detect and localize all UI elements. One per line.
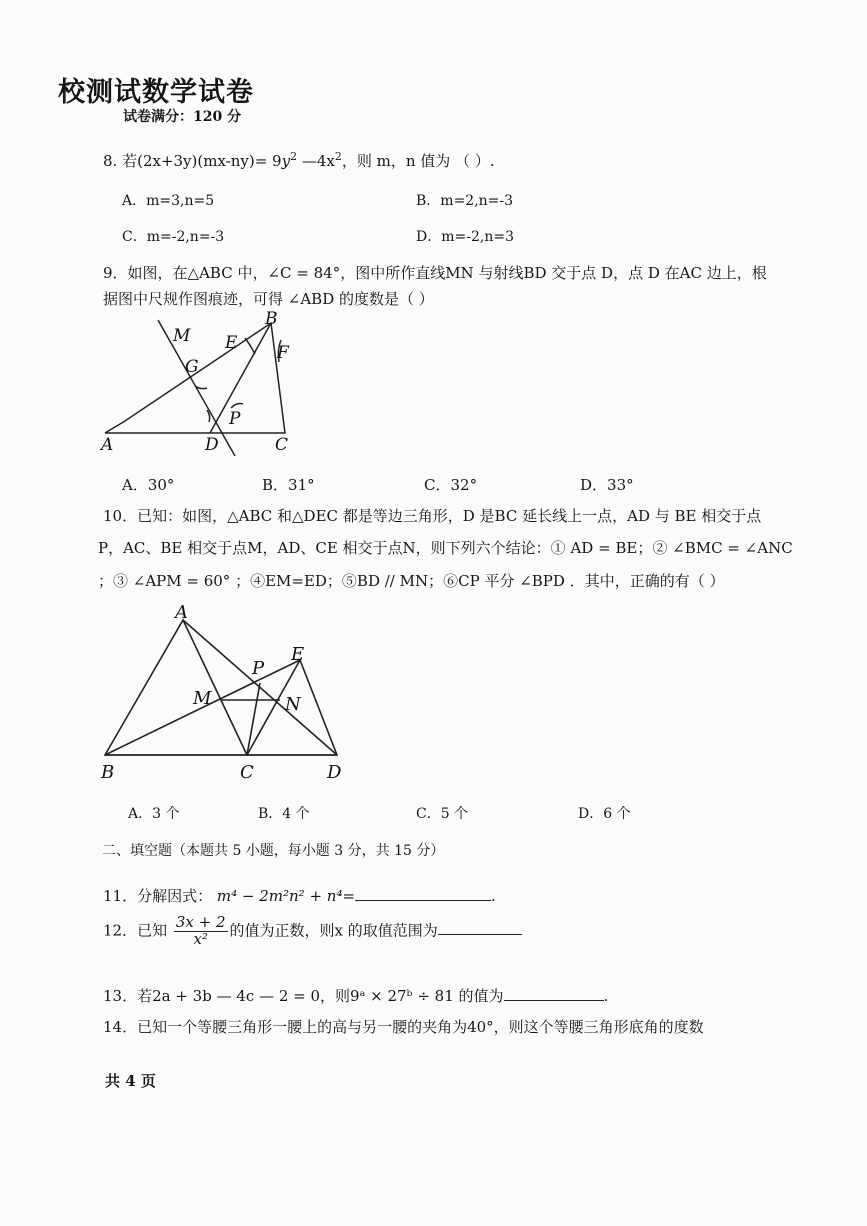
question-stem: 若$(2x+3y)(mx-ny)= 9y^2$ $—4x^2$，则 m，n 值为 （ ）.: [122, 150, 495, 170]
q8-option-b: B．m=2,n=-3: [416, 193, 514, 209]
q10-option-d: D．6 个: [578, 806, 631, 822]
answer-blank: [438, 920, 522, 935]
label-p: P: [229, 409, 241, 429]
page-count: 共 4 页: [105, 1072, 156, 1090]
question-10-line-3: ；③ ∠APM = 60° ；④EM=ED；⑤BD // MN；⑥CP 平分 ∠BPD ．其中，正确的有（ ）: [98, 572, 725, 590]
label-d: D: [205, 435, 219, 455]
question-stem: 已知：如图，△ABC 和△DEC 都是等边三角形，D 是BC 延长线上一点，AD 与 BE 相交于点: [137, 507, 762, 525]
q10-option-c: C．5 个: [416, 806, 469, 822]
q9-option-c: C．32°: [424, 476, 478, 494]
label-m: M: [193, 688, 212, 709]
label-g: G: [185, 357, 199, 377]
label-p: P: [252, 658, 265, 679]
question-number: 12．: [103, 921, 138, 940]
question-14: 14．已知一个等腰三角形一腰上的高与另一腰的夹角为40°，则这个等腰三角形底角的度数: [103, 1018, 704, 1036]
q10-figure: [95, 600, 355, 785]
label-b: B: [101, 762, 115, 783]
label-n: N: [285, 694, 301, 715]
exam-title: 校测试数学试卷: [58, 77, 254, 108]
expression: m⁴ − 2m²n² + n⁴=: [216, 887, 356, 905]
label-b: B: [265, 309, 278, 329]
q9-figure: [95, 308, 315, 458]
question-8: [103, 150, 495, 171]
ray-bd: [210, 323, 271, 433]
question-number: 11．: [103, 887, 138, 905]
question-13: 13．若2a + 3b — 4c — 2 = 0，则9ᵃ × 27ᵇ ÷ 81 的值为 .: [103, 987, 609, 1005]
question-9-line-1: [103, 262, 767, 283]
label-a: A: [175, 602, 188, 623]
label-e: E: [291, 644, 305, 665]
triangle-abc: [105, 620, 247, 755]
q9-option-a: A．30°: [122, 476, 175, 494]
label-d: D: [327, 762, 342, 783]
question-number: 13．: [103, 987, 138, 1005]
triangle-abc: [105, 323, 285, 433]
question-10-line-2: P，AC、BE 相交于点M，AD、CE 相交于点N，则下列六个结论：① AD = BE；② ∠BMC = ∠ANC: [98, 539, 793, 557]
arc-p: [231, 404, 243, 409]
question-11: 11．分解因式： m⁴ − 2m²n² + n⁴= .: [103, 887, 496, 905]
question-stem: 如图，在△ABC 中，∠C = 84°，图中所作直线MN 与射线BD 交于点 D，点 D 在AC 边上，根: [127, 264, 767, 282]
q9-option-b: B．31°: [262, 476, 315, 494]
label-c: C: [275, 435, 289, 455]
label-c: C: [240, 762, 254, 783]
label-f: F: [277, 343, 289, 363]
question-number: 14．: [103, 1018, 138, 1036]
fraction: $\frac{3x + 2}{\text{x²}}$: [175, 913, 226, 948]
q8-option-a: A．m=3,n=5: [122, 193, 215, 209]
q8-option-c: C．m=-2,n=-3: [122, 229, 225, 245]
question-10-line-1: [103, 505, 761, 526]
label-a: A: [101, 435, 114, 455]
label-m: M: [173, 326, 191, 346]
question-number: 10．: [103, 507, 138, 525]
question-9-line-2: 据图中尺规作图痕迹，可得 ∠ABD 的度数是（ ）: [103, 290, 434, 308]
line-mn: [158, 320, 235, 456]
q9-option-d: D．33°: [580, 476, 634, 494]
exam-score: 试卷满分：120 分: [123, 109, 242, 125]
answer-blank: [504, 986, 604, 1001]
label-e: E: [225, 333, 238, 353]
question-12: 12．已知 $\frac{3x + 2}{\text{x²}}$ 的值为正数，则x 的取值范围为: [103, 915, 522, 948]
section-2-heading: 二、填空题（本题共 5 小题，每小题 3 分，共 15 分）: [102, 843, 445, 859]
answer-blank: [355, 886, 491, 901]
q10-option-b: B．4 个: [258, 806, 310, 822]
question-number: 9．: [103, 264, 128, 282]
arc-e: [245, 338, 255, 354]
q8-option-d: D．m=-2,n=3: [416, 229, 514, 245]
q10-option-a: A．3 个: [128, 806, 180, 822]
question-number: 8.: [103, 152, 118, 170]
